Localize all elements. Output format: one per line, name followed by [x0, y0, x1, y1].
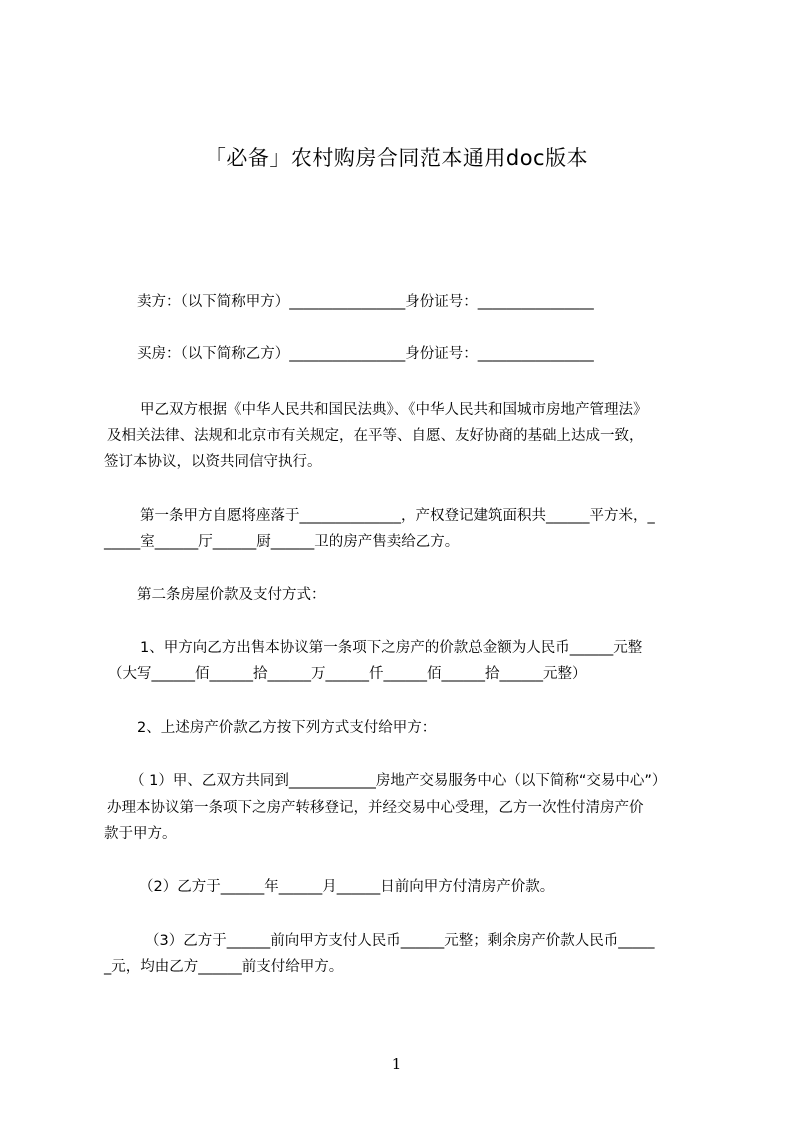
sub3-line-2: _元，均由乙方______前支付给甲方。: [104, 959, 344, 975]
document-title: 「必备」农村购房合同范本通用doc版本: [204, 146, 589, 170]
article1-line-2: _____室______厅______厨______卫的房产售卖给乙方。: [104, 534, 460, 550]
sub1-line-3: 款于甲方。: [104, 826, 177, 842]
seller-line: 卖方：（以下简称甲方）________________身份证号：________________: [137, 294, 594, 310]
intro-line-1: 甲乙双方根据《中华人民共和国民法典》、《中华人民共和国城市房地产管理法》: [140, 402, 648, 418]
article1-line-1: 第一条甲方自愿将座落于______________，产权登记建筑面积共______平方米，_: [140, 508, 655, 524]
intro-line-2: 及相关法律、法规和北京市有关规定，在平等、自愿、友好协商的基础上达成一致，: [107, 428, 644, 444]
item2-line: 2、上述房产价款乙方按下列方式支付给甲方：: [137, 720, 437, 736]
item1-line-1: 1、甲方向乙方出售本协议第一条项下之房产的价款总金额为人民币______元整: [140, 640, 643, 656]
item1-line-2: （大写______佰______拾______万______仟______佰______拾______元整）: [108, 666, 587, 682]
page-number: 1: [391, 1055, 402, 1073]
sub2-line: （2）乙方于______年______月______日前向甲方付清房产价款。: [139, 879, 555, 895]
sub1-line-1: （ 1）甲、乙双方共同到____________房地产交易服务中心（以下简称“交易中心”）: [130, 773, 667, 789]
intro-line-3: 签订本协议，以资共同信守执行。: [104, 454, 322, 470]
sub1-line-2: 办理本协议第一条项下之房产转移登记，并经交易中心受理，乙方一次性付清房产价: [107, 800, 644, 816]
sub3-line-1: （3）乙方于______前向甲方支付人民币______元整；剩余房产价款人民币_____: [145, 933, 655, 949]
buyer-line: 买房：（以下简称乙方）________________身份证号：________________: [137, 346, 594, 362]
article2-title: 第二条房屋价款及支付方式：: [137, 587, 326, 603]
